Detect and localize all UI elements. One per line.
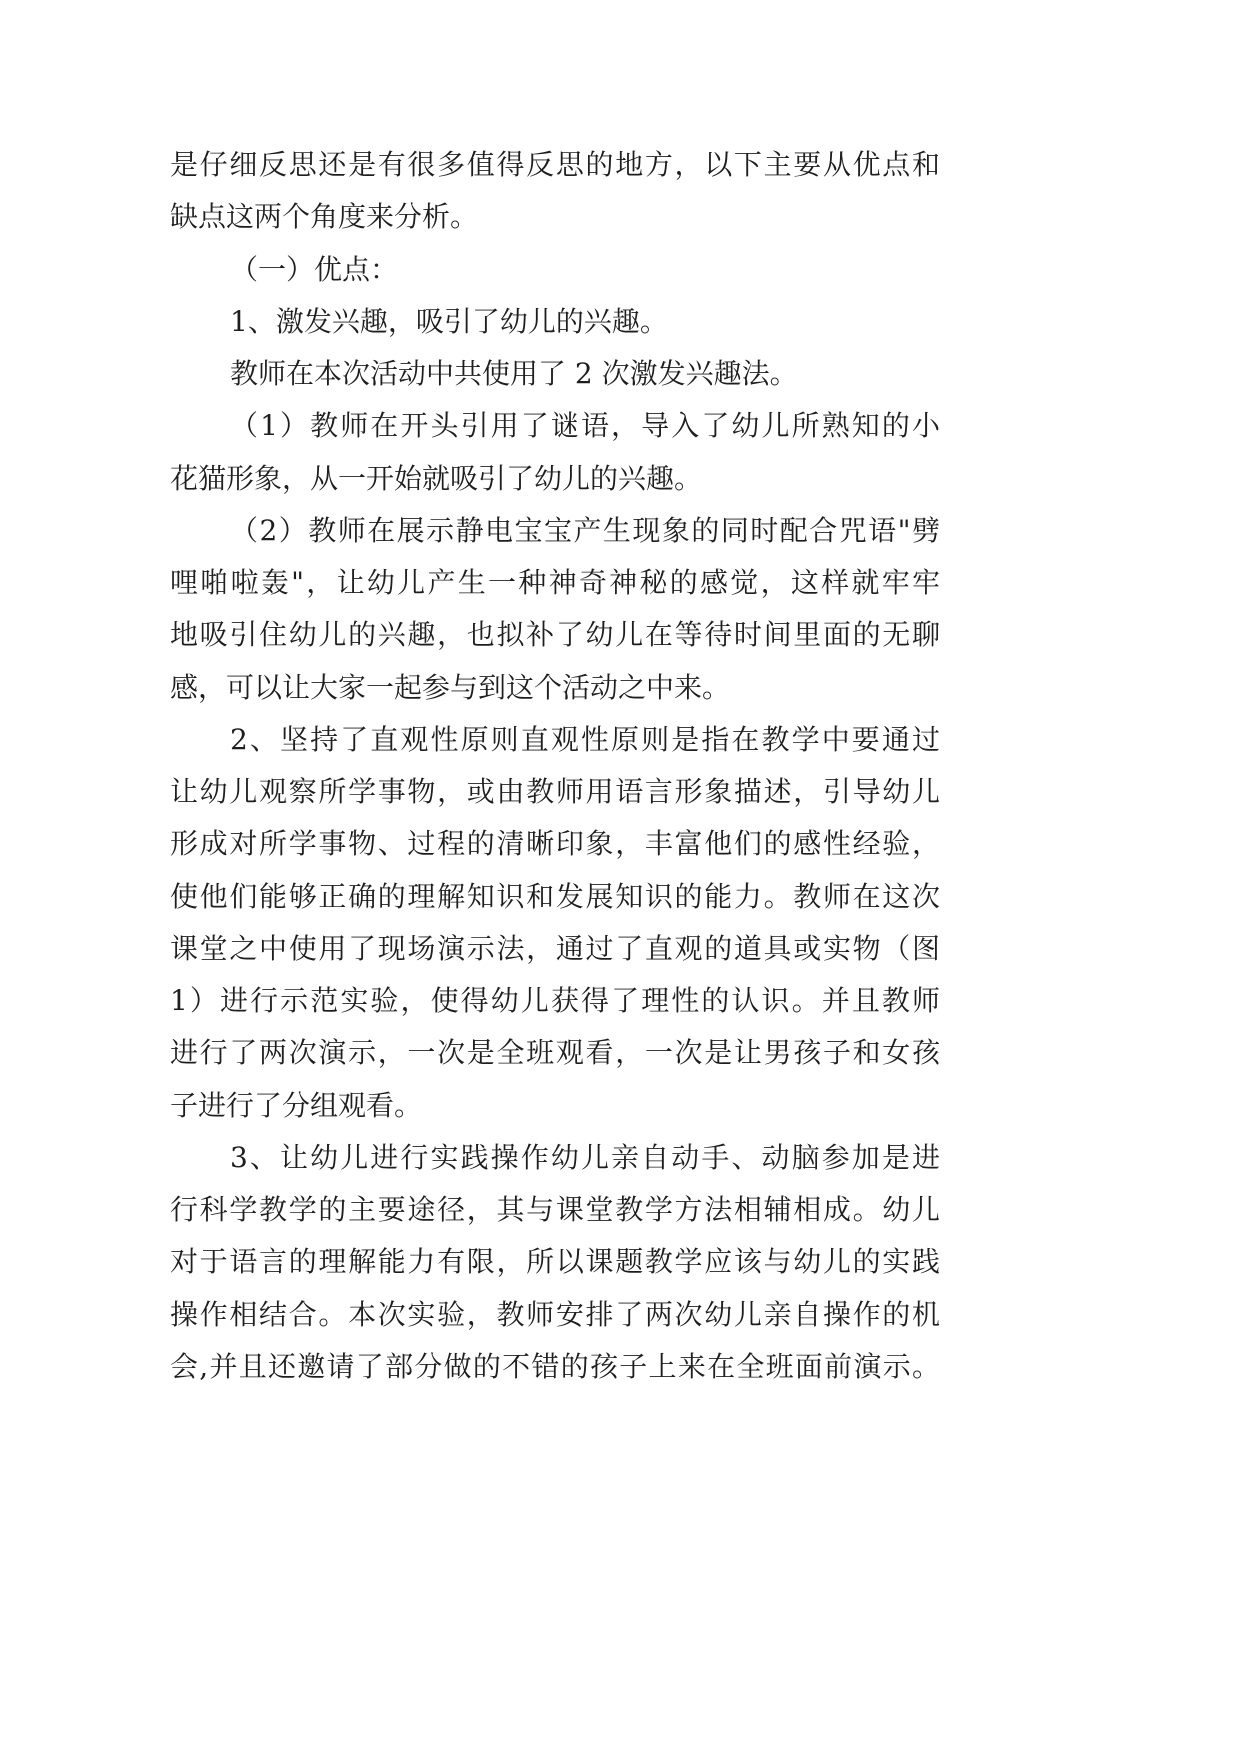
text-line: 缺点这两个角度来分析。: [170, 200, 479, 234]
subheading: 2、坚持了直观性原则直观性原则是指在教学中要通过: [230, 722, 940, 756]
text-line: 花猫形象，从一开始就吸引了幼儿的兴趣。: [170, 461, 703, 495]
text-line: 形成对所学事物、过程的清晰印象，丰富他们的感性经验，: [170, 827, 940, 861]
text-line: 地吸引住幼儿的兴趣，也拟补了幼儿在等待时间里面的无聊: [170, 618, 940, 652]
text-line: 是仔细反思还是有很多值得反思的地方，以下主要从优点和: [170, 148, 940, 181]
text-line: 1）进行示范实验，使得幼儿获得了理性的认识。并且教师: [170, 984, 940, 1017]
text-line: 感，可以让大家一起参与到这个活动之中来。: [170, 670, 731, 704]
subheading: 1、激发兴趣，吸引了幼儿的兴趣。: [230, 304, 668, 338]
section-heading: （一）优点：: [230, 252, 399, 286]
text-line: 行科学教学的主要途径，其与课堂教学方法相辅相成。幼儿: [170, 1193, 940, 1226]
text-line: （1）教师在开头引用了谜语，导入了幼儿所熟知的小: [230, 409, 940, 443]
text-line: 教师在本次活动中共使用了 2 次激发兴趣法。: [230, 357, 798, 390]
text-line: 让幼儿观察所学事物，或由教师用语言形象描述，引导幼儿: [170, 775, 940, 808]
text-line: 使他们能够正确的理解知识和发展知识的能力。教师在这次: [170, 879, 940, 913]
text-line: 哩啪啦轰"，让幼儿产生一种神奇神秘的感觉，这样就牢牢: [170, 566, 940, 599]
text-line: 进行了两次演示，一次是全班观看，一次是让男孩子和女孩: [170, 1036, 940, 1070]
body-text: [170, 139, 940, 1393]
text-line: 操作相结合。本次实验，教师安排了两次幼儿亲自操作的机: [170, 1297, 940, 1331]
text-line: 对于语言的理解能力有限，所以课题教学应该与幼儿的实践: [170, 1245, 940, 1279]
text-line: 课堂之中使用了现场演示法，通过了直观的道具或实物（图: [170, 931, 940, 965]
text-line: 子进行了分组观看。: [170, 1088, 423, 1122]
text-line: （2）教师在展示静电宝宝产生现象的同时配合咒语"劈: [230, 513, 940, 547]
subheading: 3、让幼儿进行实践操作幼儿亲自动手、动脑参加是进: [230, 1140, 940, 1174]
text-line: 会,并且还邀请了部分做的不错的孩子上来在全班面前演示。: [170, 1349, 940, 1383]
